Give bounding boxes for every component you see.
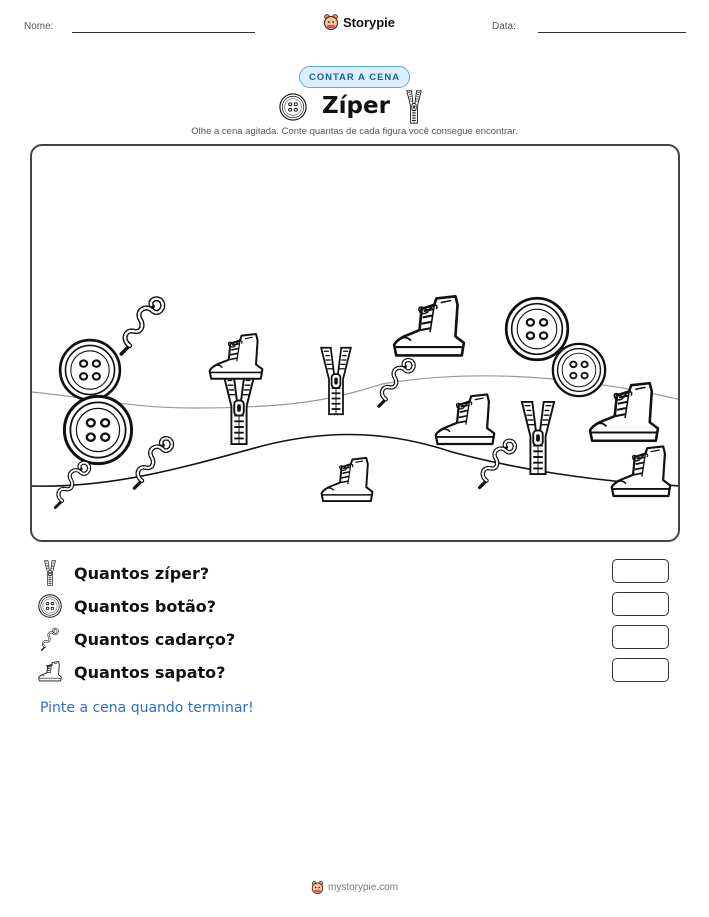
question-text: Quantos sapato? [74, 662, 226, 682]
shoelace-figure [52, 458, 94, 510]
answer-box-button[interactable] [612, 592, 669, 616]
button-icon [38, 592, 62, 620]
shoe-figure [610, 444, 672, 502]
zipper-icon [38, 559, 62, 587]
answer-box-shoelace[interactable] [612, 625, 669, 649]
zipper-icon [403, 90, 425, 124]
question-row [38, 591, 216, 621]
instructions: Olhe a cena agitada. Conte quantas de cada figura você consegue encontrar. [191, 126, 518, 137]
shoe-icon [38, 658, 62, 686]
finish-instruction: Pinte a cena quando terminar! [40, 700, 254, 716]
button-figure [58, 338, 122, 402]
page-title: Zíper [322, 93, 390, 119]
question-row [38, 657, 225, 687]
answer-box-shoe[interactable] [612, 658, 669, 682]
storypie-mascot-icon [311, 880, 324, 895]
activity-badge: CONTAR A CENA [299, 66, 410, 88]
shoelace-icon [38, 625, 62, 653]
footer-link[interactable]: mystorypie.com [327, 882, 398, 893]
shoelace-figure [116, 294, 170, 356]
storypie-mascot-icon [323, 13, 339, 31]
question-text: Quantos zíper? [74, 563, 210, 583]
shoe-figure [588, 380, 660, 448]
brand-logo [323, 13, 395, 31]
date-field[interactable] [538, 32, 686, 33]
footer [0, 880, 709, 895]
question-text: Quantos botão? [74, 596, 217, 616]
shoelace-figure [130, 434, 178, 490]
date-label: Data: [492, 21, 516, 32]
button-icon [279, 93, 307, 121]
brand-name: Storypie [343, 14, 396, 30]
answer-box-zipper[interactable] [612, 559, 669, 583]
question-text: Quantos cadarço? [74, 629, 236, 649]
question-row [38, 624, 235, 654]
scene-panel[interactable] [30, 144, 680, 542]
name-label: Nome: [24, 21, 54, 32]
shoelace-figure [374, 356, 420, 408]
zipper-figure [518, 400, 558, 476]
shoe-figure [208, 332, 264, 384]
button-figure [62, 394, 134, 466]
name-field[interactable] [72, 32, 255, 33]
shoelace-figure [476, 436, 520, 490]
question-row [38, 558, 209, 588]
zipper-figure [318, 346, 354, 416]
shoe-figure [320, 456, 374, 506]
shoe-figure [392, 294, 466, 362]
